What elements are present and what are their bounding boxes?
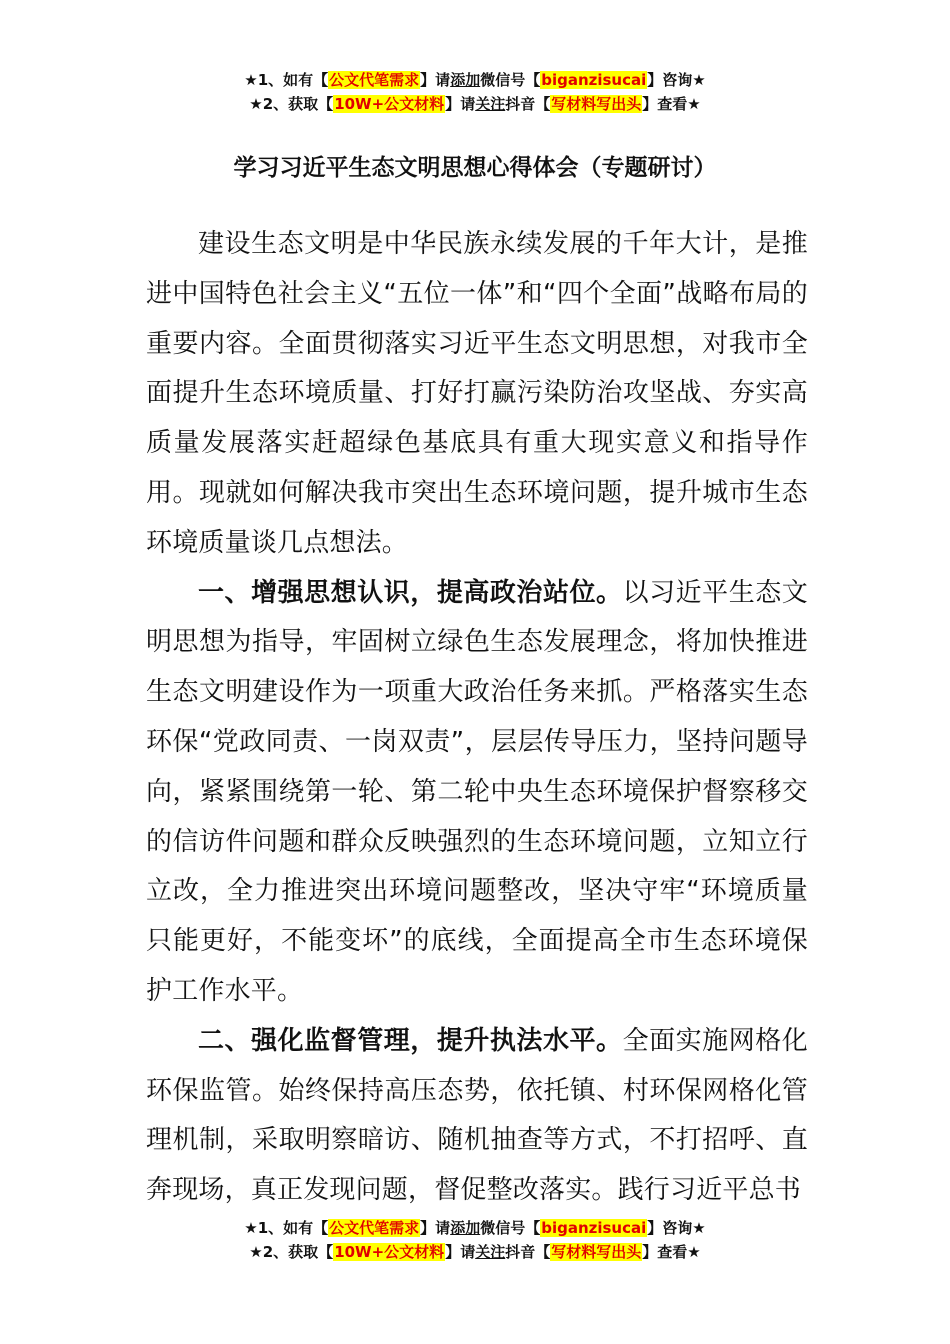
footer-banner xyxy=(0,1216,950,1264)
banner-text: ★1、如有【 xyxy=(244,71,329,89)
banner-text: 】请 xyxy=(420,1219,451,1237)
document-body xyxy=(146,220,808,1216)
banner-text: 微信号【 xyxy=(480,1219,541,1237)
banner-highlight: biganzisucai xyxy=(541,1219,647,1237)
section-heading: 二、强化监督管理，提升执法水平。 xyxy=(198,1025,623,1056)
banner-highlight: 公文代笔需求 xyxy=(329,71,420,89)
paragraph-text: 全面实施网格化环保监管。始终保持高压态势，依托镇、村环保网格化管理机制，采取明察暗访、随机抽查等方式，不打招呼、直奔现场，真正发现问题，督促整改落实。践行习近平总书 xyxy=(146,1025,808,1206)
banner-text: ★1、如有【 xyxy=(244,1219,329,1237)
banner-text: ★2、获取【 xyxy=(249,95,334,113)
banner-line-2 xyxy=(0,92,950,116)
banner-underline: 添加 xyxy=(450,71,481,89)
banner-text: 抖音【 xyxy=(505,95,551,113)
banner-highlight: 写材料写出头 xyxy=(551,95,642,113)
banner-text: 】咨询★ xyxy=(647,1219,706,1237)
paragraph-text: 以习近平生态文明思想为指导，牢固树立绿色生态发展理念，将加快推进生态文明建设作为一项重大政治任务来抓。严格落实生态环保“党政同责、一岗双责”，层层传导压力，坚持问题导向，紧紧围绕第一轮、第二轮中央生态环境保护督察移交的信访件问题和群众反映强烈的生态环境问题，立知立行立改，全力推进突出环境问题整改，坚决守牢“环境质量只能更好，不能变坏”的底线，全面提高全市生态环境保护工作水平。 xyxy=(146,577,808,1006)
paragraph-section-2 xyxy=(146,1017,808,1216)
banner-text: 】查看★ xyxy=(642,1243,701,1261)
banner-highlight: 公文代笔需求 xyxy=(329,1219,420,1237)
banner-highlight: biganzisucai xyxy=(541,71,647,89)
banner-text: 】咨询★ xyxy=(647,71,706,89)
paragraph-section-1 xyxy=(146,569,808,1017)
banner-text: 】请 xyxy=(445,1243,476,1261)
document-title: 学习习近平生态文明思想心得体会（专题研讨） xyxy=(233,155,717,181)
banner-text: 微信号【 xyxy=(480,71,541,89)
banner-highlight: 写材料写出头 xyxy=(551,1243,642,1261)
banner-line-1 xyxy=(0,68,950,92)
section-heading: 一、增强思想认识，提高政治站位。 xyxy=(198,577,623,608)
banner-highlight: 10W+公文材料 xyxy=(334,95,445,113)
banner-text: 抖音【 xyxy=(505,1243,551,1261)
paragraph-text: 建设生态文明是中华民族永续发展的千年大计，是推进中国特色社会主义“五位一体”和“四个全面”战略布局的重要内容。全面贯彻落实习近平生态文明思想，对我市全面提升生态环境质量、打好打赢污染防治攻坚战、夯实高质量发展落实赶超绿色基底具有重大现实意义和指导作用。现就如何解决我市突出生态环境问题，提升城市生态环境质量谈几点想法。 xyxy=(146,229,808,558)
banner-text: 】请 xyxy=(445,95,476,113)
banner-underline: 关注 xyxy=(475,95,506,113)
header-banner xyxy=(0,68,950,116)
banner-line-2 xyxy=(0,1240,950,1264)
paragraph-intro xyxy=(146,220,808,569)
banner-text: ★2、获取【 xyxy=(249,1243,334,1261)
banner-text: 】请 xyxy=(420,71,451,89)
banner-underline: 添加 xyxy=(450,1219,481,1237)
banner-text: 】查看★ xyxy=(642,95,701,113)
banner-highlight: 10W+公文材料 xyxy=(334,1243,445,1261)
banner-underline: 关注 xyxy=(475,1243,506,1261)
banner-line-1 xyxy=(0,1216,950,1240)
